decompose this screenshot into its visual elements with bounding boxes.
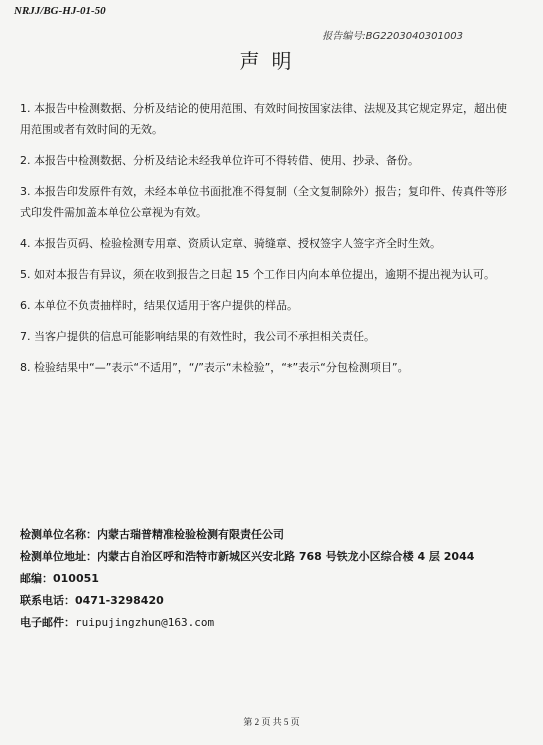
unit-name: 内蒙古瑞普精准检验检测有限责任公司 (97, 528, 284, 541)
unit-name-label: 检测单位名称： (20, 528, 97, 541)
phone-row (20, 590, 474, 612)
clause-2: 2. 本报告中检测数据、分析及结论未经我单位许可不得转借、使用、抄录、备份。 (20, 154, 419, 167)
email-row (20, 612, 474, 634)
postcode-label: 邮编： (20, 572, 53, 585)
report-number: 报告编号:BG2203040301003 (322, 31, 463, 42)
clause-7: 7. 当客户提供的信息可能影响结果的有效性时，我公司不承担相关责任。 (20, 330, 375, 343)
clause-1: 1. 本报告中检测数据、分析及结论的使用范围、有效时间按国家法律、法规及其它规定界定，超出使用范围或者有效时间的无效。 (20, 102, 507, 136)
document-code: NRJJ/BG-HJ-01-50 (14, 5, 106, 17)
email-link[interactable]: ruipujingzhun@163.com (75, 616, 215, 629)
address-row (20, 546, 474, 568)
postcode: 010051 (53, 572, 99, 585)
clause-3: 3. 本报告印发原件有效，未经本单位书面批准不得复制（全文复制除外）报告；复印件、传真件等形式印发件需加盖本单位公章视为有效。 (20, 185, 507, 219)
phone: 0471-3298420 (75, 594, 164, 607)
address: 内蒙古自治区呼和浩特市新城区兴安北路 768 号铁龙小区综合楼 4 层 2044 (97, 550, 475, 563)
clause-8: 8. 检验结果中“—”表示“不适用”，“/”表示“未检验”，“*”表示“分包检测项目”。 (20, 361, 409, 374)
clause-6: 6. 本单位不负责抽样时，结果仅适用于客户提供的样品。 (20, 299, 298, 312)
clause-list (20, 98, 513, 388)
page-number: 第 2 页 共 5 页 (243, 717, 300, 727)
phone-label: 联系电话： (20, 594, 75, 607)
clause-5: 5. 如对本报告有异议，须在收到报告之日起 15 个工作日内向本单位提出，逾期不提出视为认可。 (20, 268, 495, 281)
email-label: 电子邮件： (20, 616, 75, 629)
page-title: 声明 (239, 49, 304, 73)
unit-name-row (20, 524, 474, 546)
contact-block (20, 524, 474, 634)
address-label: 检测单位地址： (20, 550, 97, 563)
clause-4: 4. 本报告页码、检验检测专用章、资质认定章、骑缝章、授权签字人签字齐全时生效。 (20, 237, 441, 250)
postcode-row (20, 568, 474, 590)
